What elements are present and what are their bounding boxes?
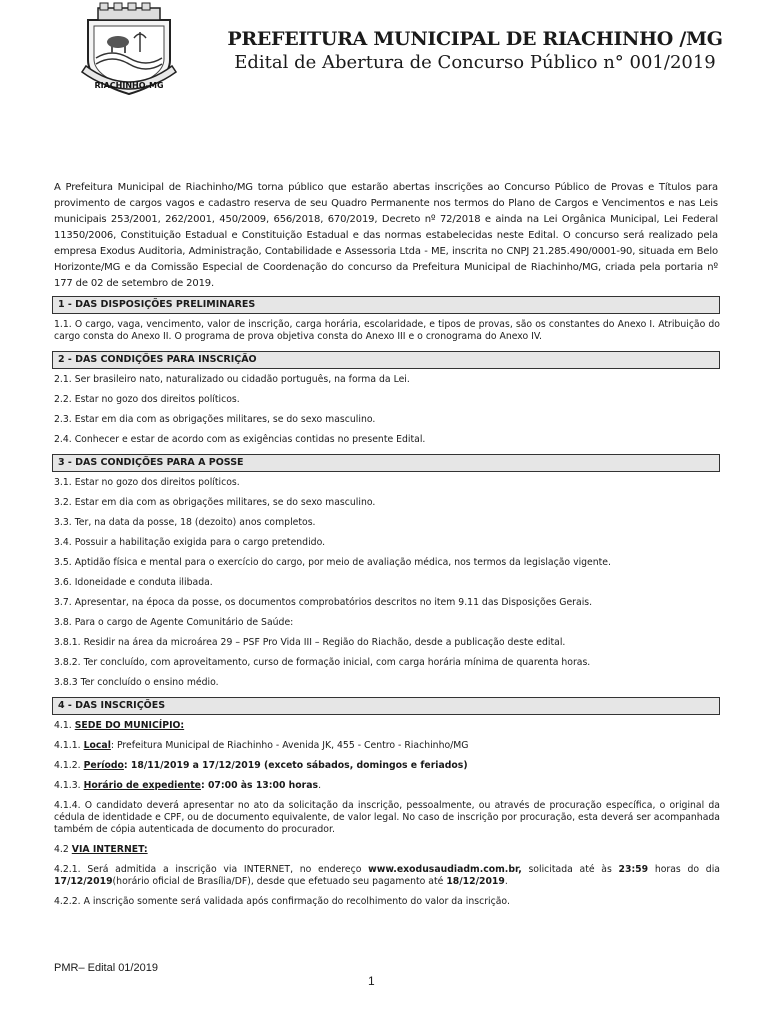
footer-document-id: PMR– Edital 01/2019	[54, 962, 158, 974]
list-item: 3.7. Apresentar, na época da posse, os documentos comprobatórios descritos no item 9.11 das Disposições Gerais.	[54, 597, 593, 608]
list-item: 3.8.2. Ter concluído, com aproveitamento, curso de formação inicial, com carga horária mínima de quarenta horas.	[54, 657, 591, 668]
edital-body	[52, 296, 720, 916]
item-number: 4.2	[54, 844, 69, 855]
list-item-sede	[54, 720, 720, 732]
list-item: 3.3. Ter, na data da posse, 18 (dezoito) anos completos.	[54, 517, 316, 528]
section-header-disposicoes: 1 - DAS DISPOSIÇÕES PRELIMINARES	[52, 296, 720, 314]
list-item: 2.4. Conhecer e estar de acordo com as exigências contidas no presente Edital.	[54, 434, 426, 445]
section-header-condicoes-inscricao: 2 - DAS CONDIÇÕES PARA INSCRIÇÃO	[52, 351, 720, 369]
item-heading: SEDE DO MUNICÍPIO:	[74, 720, 185, 731]
item-heading: VIA INTERNET:	[71, 844, 148, 855]
list-item: 2.2. Estar no gozo dos direitos políticos.	[54, 394, 240, 405]
item-label: Horário de expediente	[83, 780, 201, 791]
item-text: (horário oficial de Brasília/DF), desde que efetuado seu pagamento até	[112, 876, 447, 887]
item-text: : Prefeitura Municipal de Riachinho - Avenida JK, 455 - Centro - Riachinho/MG	[110, 740, 469, 751]
item-text: : 18/11/2019 a 17/12/2019 (exceto sábados, domingos e feriados)	[123, 760, 468, 771]
page-number: 1	[368, 974, 375, 988]
list-item: 4.2.2. A inscrição somente será validada após confirmação do recolhimento do valor da inscrição.	[54, 896, 510, 907]
document-title-block	[200, 28, 750, 74]
page-title: PREFEITURA MUNICIPAL DE RIACHINHO /MG	[227, 28, 723, 50]
page-subtitle: Edital de Abertura de Concurso Público n° 001/2019	[234, 52, 716, 73]
svg-text:RIACHINHO-MG: RIACHINHO-MG	[94, 81, 164, 90]
list-item-horario	[54, 780, 720, 792]
list-item: 3.1. Estar no gozo dos direitos políticos.	[54, 477, 240, 488]
item-number: 4.1.2.	[54, 760, 81, 771]
list-item: 1.1. O cargo, vaga, vencimento, valor de inscrição, carga horária, escolaridade, e tipos de provas, são os constantes do Anexo I. Atribuição do cargo consta do Anexo II. O programa de prova objetiva consta do Anexo III e o cronograma do Anexo IV.	[54, 319, 720, 342]
list-item: 2.3. Estar em dia com as obrigações militares, se do sexo masculino.	[54, 414, 376, 425]
item-text: solicitada até às	[521, 864, 619, 875]
website-address: www.exodusaudiadm.com.br,	[368, 864, 522, 875]
deadline-time: 23:59	[618, 864, 649, 875]
list-item-periodo	[54, 760, 720, 772]
item-punctuation: .	[504, 876, 508, 887]
list-item: 3.8.1. Residir na área da microárea 29 – PSF Pro Vida III – Região do Riachão, desde a publicação deste edital.	[54, 637, 566, 648]
item-text: : 07:00 às 13:00 horas	[201, 780, 319, 791]
item-number: 4.1.1.	[54, 740, 81, 751]
section-header-inscricoes: 4 - DAS INSCRIÇÕES	[52, 697, 720, 715]
list-item: 2.1. Ser brasileiro nato, naturalizado ou cidadão português, na forma da Lei.	[54, 374, 410, 385]
list-item: 3.8. Para o cargo de Agente Comunitário de Saúde:	[54, 617, 294, 628]
list-item: 3.5. Aptidão física e mental para o exercício do cargo, por meio de avaliação médica, nos termos da legislação vigente.	[54, 557, 611, 568]
item-label: Local	[83, 740, 111, 751]
item-number: 4.1.3.	[54, 780, 81, 791]
list-item: 4.1.4. O candidato deverá apresentar no ato da solicitação da inscrição, pessoalmente, ou através de procuração específica, o original da cédula de identidade e CPF, ou de documento equivalente, de valor legal. No caso de inscrição por procuração, esta deverá ser acompanhada também de cópia autenticada de documento do procurador.	[54, 800, 720, 835]
item-label: Período	[83, 760, 124, 771]
list-item-internet	[54, 844, 720, 856]
payment-date: 18/12/2019	[446, 876, 505, 887]
deadline-date: 17/12/2019	[54, 876, 113, 887]
list-item-local	[54, 740, 720, 752]
list-item: 3.6. Idoneidade e conduta ilibada.	[54, 577, 213, 588]
section-header-condicoes-posse: 3 - DAS CONDIÇÕES PARA A POSSE	[52, 454, 720, 472]
item-text: 4.2.1. Será admitida a inscrição via INTERNET, no endereço	[54, 864, 369, 875]
list-item-inscricao-internet	[54, 864, 720, 888]
list-item: 3.2. Estar em dia com as obrigações militares, se do sexo masculino.	[54, 497, 376, 508]
list-item: 3.4. Possuir a habilitação exigida para o cargo pretendido.	[54, 537, 326, 548]
item-number: 4.1.	[54, 720, 72, 731]
municipal-coat-of-arms-logo	[78, 2, 180, 102]
list-item: 3.8.3 Ter concluído o ensino médio.	[54, 677, 219, 688]
item-text: horas do dia	[648, 864, 720, 875]
intro-paragraph: A Prefeitura Municipal de Riachinho/MG torna público que estarão abertas inscrições ao Concurso Público de Provas e Títulos para provimento de cargos vagos e cadastro reserva de seu Quadro Permanente nos termos do Plano de Cargos e Vencimentos e nas Leis municipais 253/2001, 262/2001, 450/2009, 656/2018, 670/2019, Decreto nº 72/2018 e ainda na Lei Orgânica Municipal, Lei Federal 11350/2006, Constituição Estadual e Constituição Estadual e das normas estabelecidas neste Edital. O concurso será realizado pela empresa Exodus Auditoria, Administração, Contabilidade e Assessoria Ltda - ME, inscrita no CNPJ 21.285.490/0001-90, situada em Belo Horizonte/MG e da Comissão Especial de Coordenação do concurso da Prefeitura Municipal de Riachinho/MG, criada pela portaria nº 177 de 02 de setembro de 2019.	[54, 182, 718, 289]
item-punctuation: .	[318, 780, 322, 791]
